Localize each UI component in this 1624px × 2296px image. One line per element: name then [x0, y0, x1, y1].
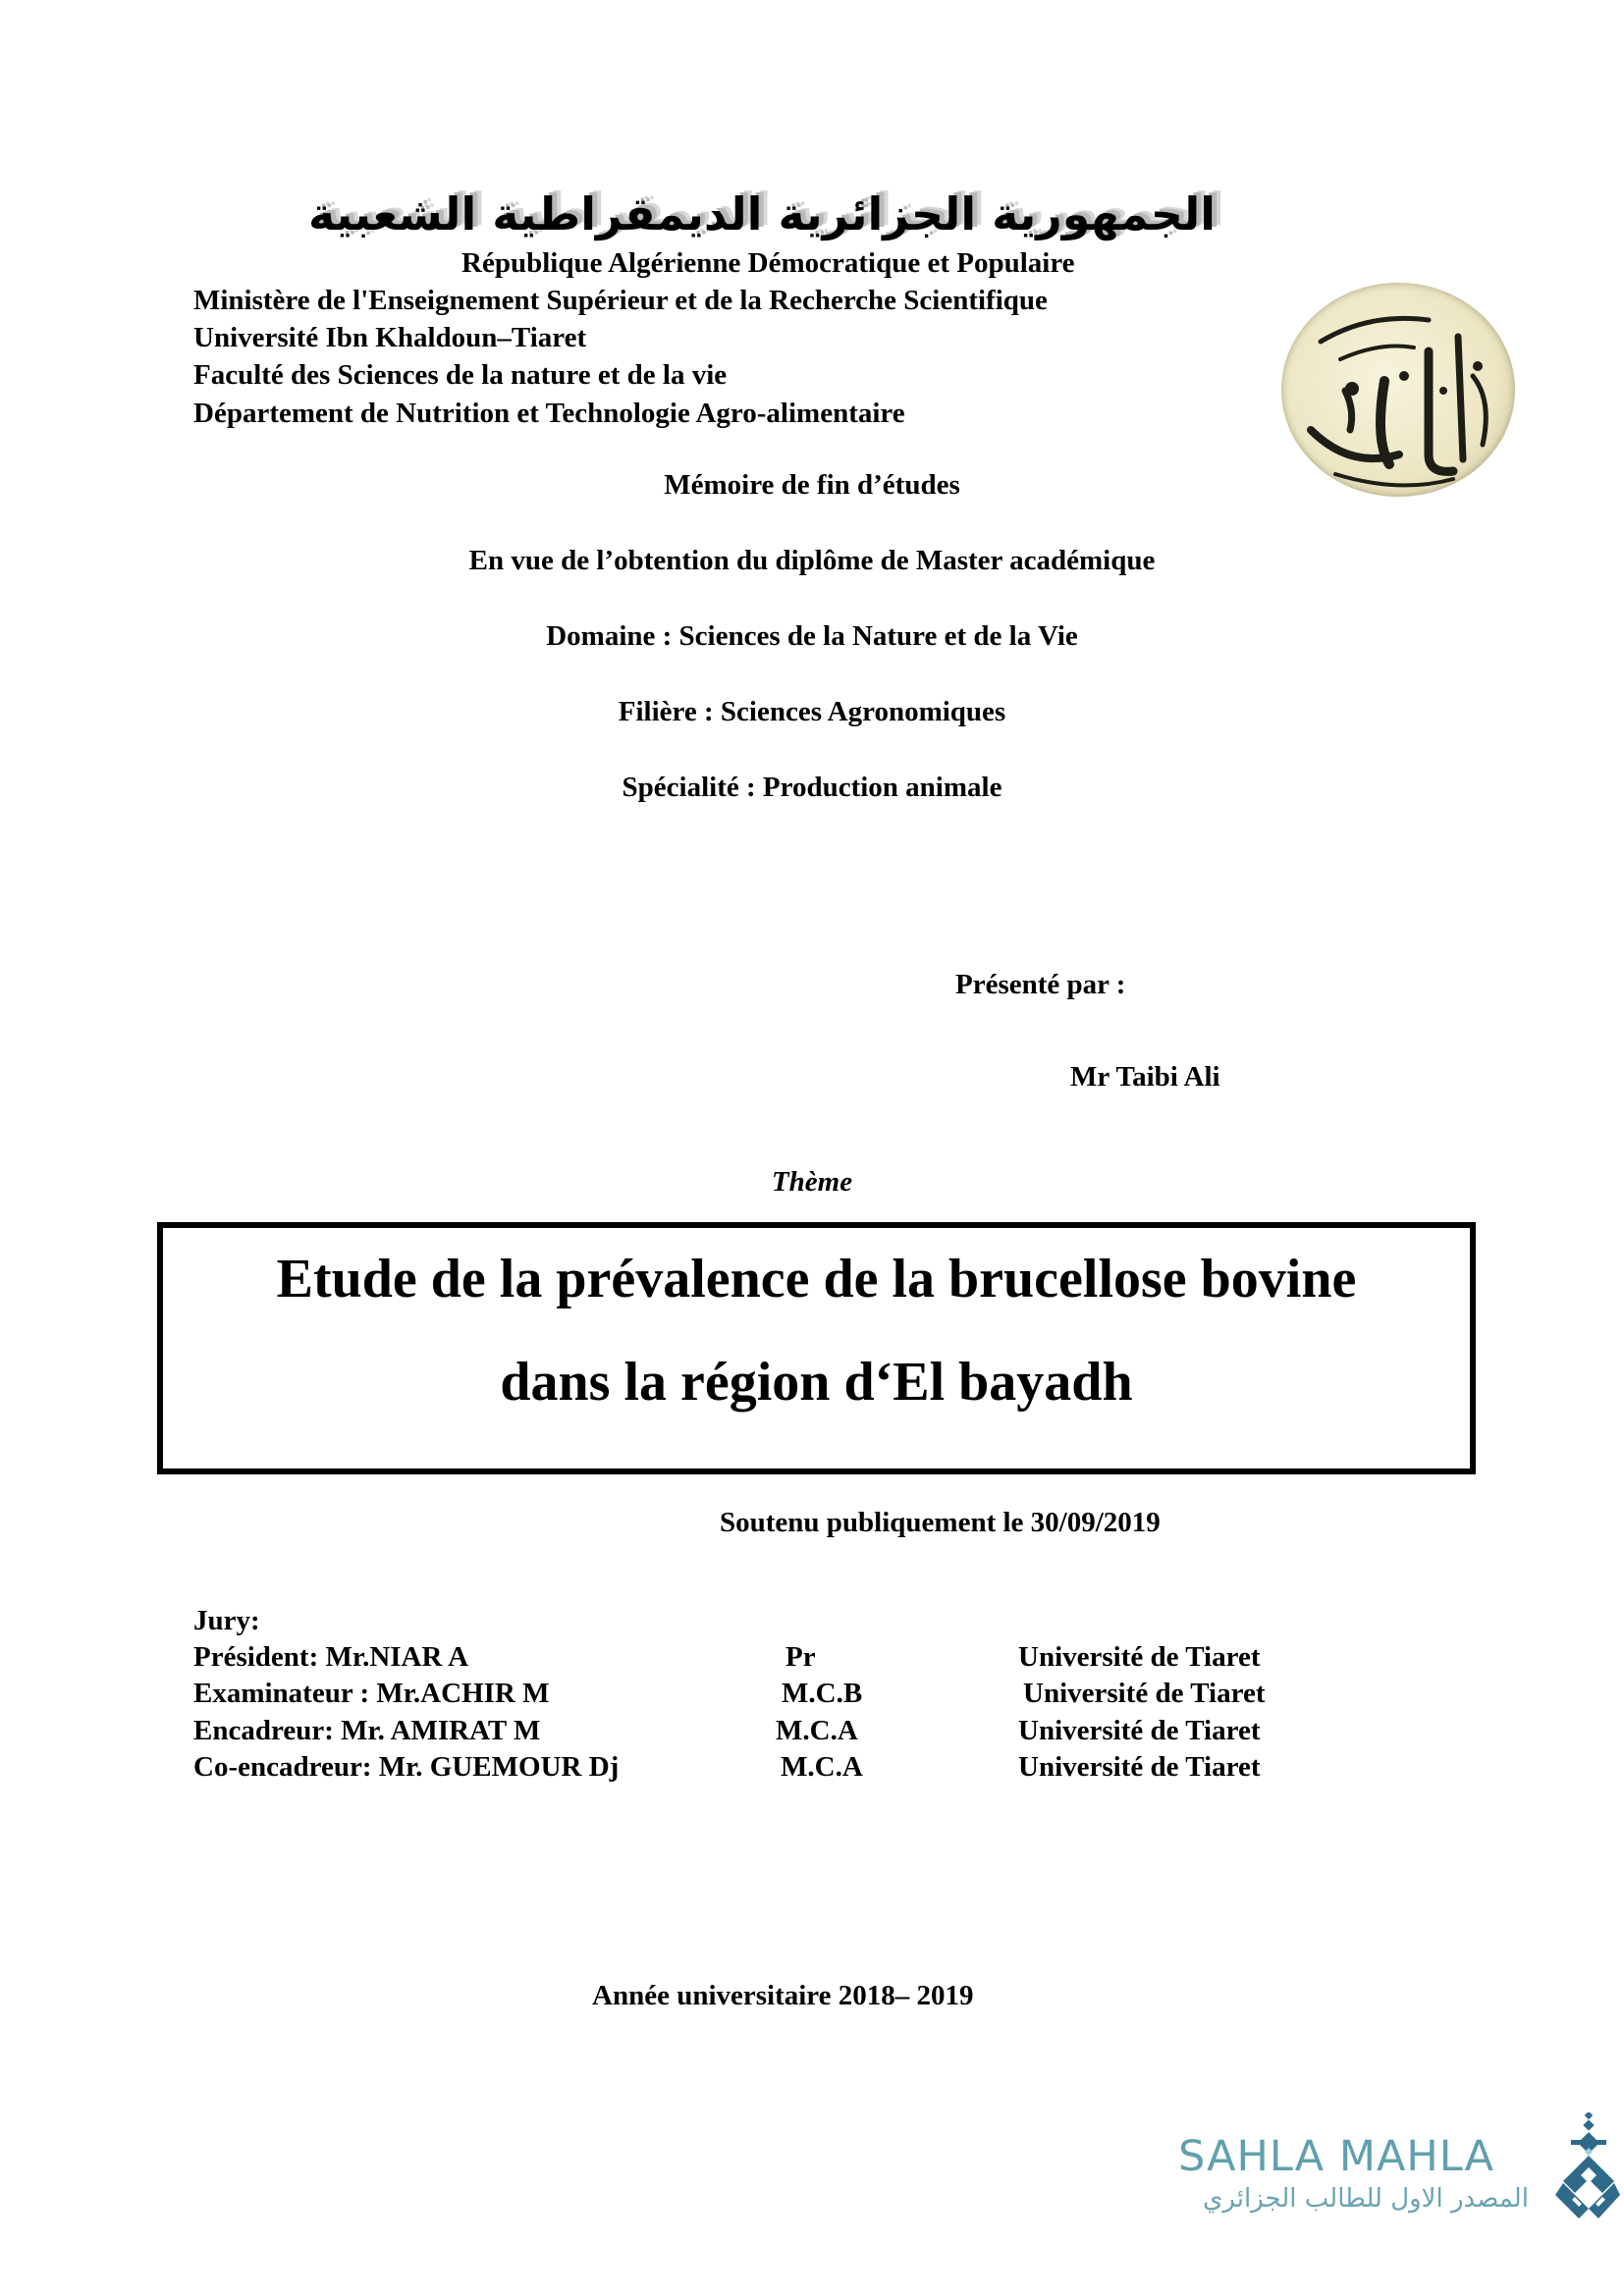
university-seal-icon — [1281, 283, 1515, 497]
obtention-line: En vue de l’obtention du diplôme de Master académique — [468, 545, 1156, 576]
presenter-label: Présenté par : — [955, 969, 1126, 1000]
theme-title-line2: dans la région d‘El bayadh — [500, 1352, 1133, 1413]
sahla-mahla-logo-icon — [1553, 2112, 1622, 2220]
jury-role-name: Encadreur: Mr. AMIRAT M — [193, 1715, 541, 1746]
theme-title-line1: Etude de la prévalence de la brucellose bovine — [276, 1249, 1357, 1309]
jury-institution: Université de Tiaret — [1018, 1641, 1261, 1673]
specialite-line: Spécialité : Production animale — [622, 772, 1002, 803]
jury-institution: Université de Tiaret — [1018, 1751, 1261, 1783]
presenter-name: Mr Taibi Ali — [1070, 1061, 1220, 1093]
ministry-line: Ministère de l'Enseignement Supérieur et de la Recherche Scientifique — [193, 285, 1048, 316]
jury-role-name: Président: Mr.NIAR A — [193, 1641, 469, 1673]
footer-subtitle: المصدر الاول للطالب الجزائري — [1203, 2184, 1529, 2214]
jury-grade: M.C.A — [781, 1751, 863, 1783]
academic-year: Année universitaire 2018– 2019 — [592, 1980, 974, 2011]
jury-label: Jury: — [193, 1605, 260, 1636]
university-line: Université Ibn Khaldoun–Tiaret — [193, 322, 587, 353]
jury-role-name: Co-encadreur: Mr. GUEMOUR Dj — [193, 1751, 620, 1783]
jury-grade: M.C.A — [776, 1715, 858, 1746]
theme-box — [157, 1222, 1476, 1474]
jury-role-name: Examinateur : Mr.ACHIR M — [193, 1678, 550, 1709]
faculty-line: Faculté des Sciences de la nature et de la vie — [193, 359, 728, 391]
filiere-line: Filière : Sciences Agronomiques — [618, 696, 1006, 727]
department-line: Département de Nutrition et Technologie Agro-alimentaire — [193, 398, 905, 429]
jury-institution: Université de Tiaret — [1018, 1715, 1261, 1746]
jury-grade: Pr — [785, 1641, 816, 1673]
footer-brand: SAHLA MAHLA — [1178, 2132, 1495, 2181]
memoire-line: Mémoire de fin d’études — [664, 469, 960, 501]
jury-institution: Université de Tiaret — [1023, 1678, 1266, 1709]
domaine-line: Domaine : Sciences de la Nature et de la Vie — [546, 620, 1078, 652]
jury-grade: M.C.B — [782, 1678, 863, 1709]
republic-line: République Algérienne Démocratique et Populaire — [461, 247, 1075, 279]
arabic-republic-title: الجمهورية الجزائرية الديمقراطية الشعبية — [307, 187, 1216, 240]
defense-date: Soutenu publiquement le 30/09/2019 — [720, 1507, 1161, 1538]
theme-label: Thème — [771, 1166, 853, 1198]
